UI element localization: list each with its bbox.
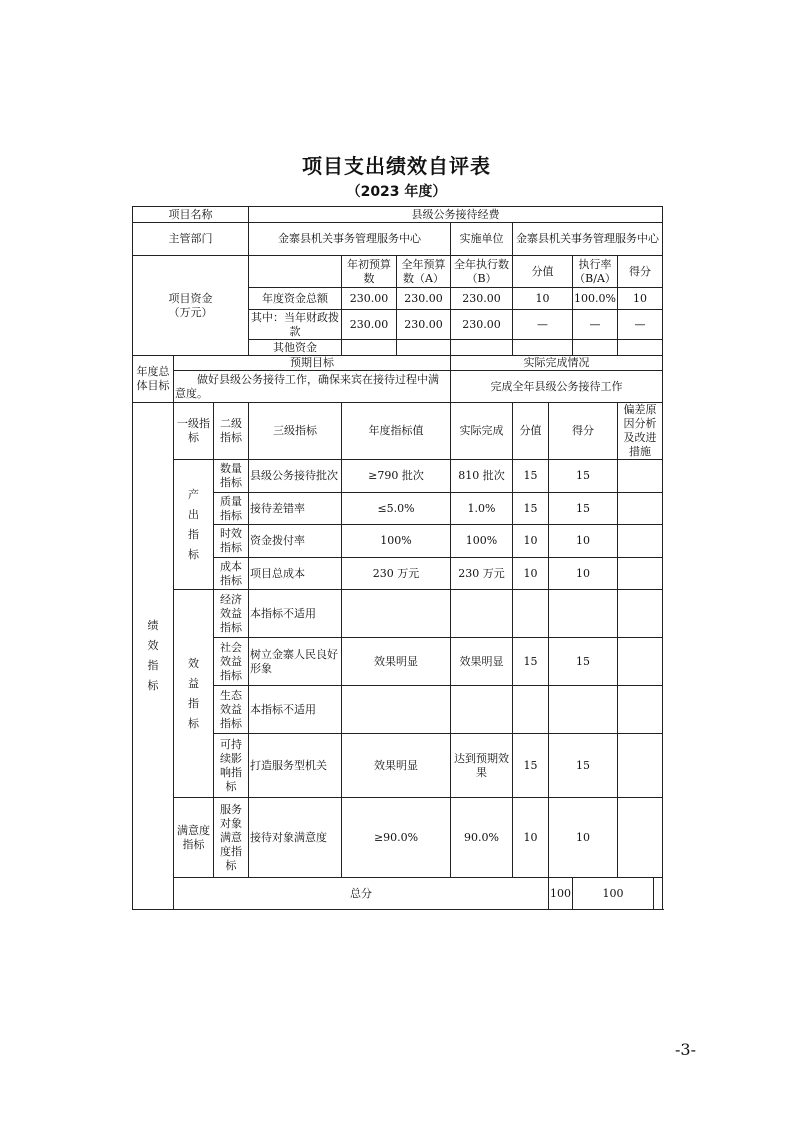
- indicator-actual: [451, 590, 513, 638]
- funds-label: 项目资金 （万元）: [133, 256, 249, 356]
- page-number: -3-: [675, 1040, 696, 1059]
- indicator-reason: [618, 638, 663, 686]
- indicator-actual: 230 万元: [451, 558, 513, 590]
- indicator-reason: [618, 590, 663, 638]
- indicator-score: 15: [549, 638, 618, 686]
- project-name-label: 项目名称: [133, 207, 249, 223]
- level1-output: 产 出 指 标: [174, 460, 214, 590]
- indicator-level2: 服务对象满意度指标: [214, 798, 249, 878]
- indicator-level3: 树立金寨人民良好形象: [249, 638, 342, 686]
- indicator-reason: [618, 525, 663, 558]
- indicator-score-value: [513, 590, 549, 638]
- indicator-header-reason: 偏差原因分析及改进措施: [618, 403, 663, 460]
- funds-row-label: 年度资金总额: [249, 288, 342, 310]
- indicator-score-value: 10: [513, 558, 549, 590]
- indicator-score: 10: [549, 798, 618, 878]
- funds-row-label: 其他资金: [249, 340, 342, 356]
- indicator-level2: 数量指标: [214, 460, 249, 493]
- goals-expected: 做好县级公务接待工作，确保来宾在接待过程中满意度。: [174, 371, 451, 403]
- indicator-score: 15: [549, 460, 618, 493]
- indicator-score-value: 15: [513, 460, 549, 493]
- funds-row-score: [618, 340, 663, 356]
- total-score: 100: [573, 878, 654, 910]
- indicator-score: 10: [549, 558, 618, 590]
- total-label: 总分: [174, 878, 549, 910]
- funds-header-annual: 全年预算数（A）: [397, 256, 451, 288]
- unit-value: 金寨县机关事务管理服务中心: [513, 223, 663, 256]
- page-subtitle: （2023 年度）: [346, 184, 447, 200]
- indicator-target: ≥790 批次: [342, 460, 451, 493]
- indicator-level3: 接待对象满意度: [249, 798, 342, 878]
- indicator-score: [549, 590, 618, 638]
- indicator-score-value: [513, 686, 549, 734]
- indicator-level3: 打造服务型机关: [249, 734, 342, 798]
- level1-satisfaction: 满意度指标: [174, 798, 214, 878]
- funds-row-exec: [451, 340, 513, 356]
- indicator-header-score: 得分: [549, 403, 618, 460]
- funds-header-score: 得分: [618, 256, 663, 288]
- indicator-reason: [618, 558, 663, 590]
- funds-row-score-value: —: [513, 310, 573, 340]
- dept-label: 主管部门: [133, 223, 249, 256]
- indicator-score-value: 15: [513, 638, 549, 686]
- indicator-level2: 生态效益指标: [214, 686, 249, 734]
- indicator-level2: 经济效益指标: [214, 590, 249, 638]
- indicator-score: [549, 686, 618, 734]
- funds-row-score: —: [618, 310, 663, 340]
- indicator-level3: 本指标不适用: [249, 686, 342, 734]
- indicators-group-label: 绩 效 指 标: [133, 403, 174, 910]
- funds-header-blank: [249, 256, 342, 288]
- indicator-score-value: 15: [513, 493, 549, 525]
- indicator-target: 效果明显: [342, 638, 451, 686]
- indicator-level2: 质量指标: [214, 493, 249, 525]
- page-title: 项目支出绩效自评表: [302, 154, 491, 178]
- indicator-actual: [451, 686, 513, 734]
- project-name-value: 县级公务接待经费: [249, 207, 663, 223]
- goals-label: 年度总体目标: [133, 356, 174, 403]
- funds-row-init: [342, 340, 397, 356]
- indicator-score: 15: [549, 493, 618, 525]
- funds-row-init: 230.00: [342, 310, 397, 340]
- indicator-level2: 成本指标: [214, 558, 249, 590]
- indicator-reason: [618, 460, 663, 493]
- indicator-score-value: 15: [513, 734, 549, 798]
- indicator-target: [342, 590, 451, 638]
- indicator-score-value: 10: [513, 525, 549, 558]
- funds-row-exec: 230.00: [451, 288, 513, 310]
- indicator-actual: 达到预期效果: [451, 734, 513, 798]
- goals-actual: 完成全年县级公务接待工作: [451, 371, 663, 403]
- indicator-header-level2: 二级指标: [214, 403, 249, 460]
- funds-row-score-value: 10: [513, 288, 573, 310]
- unit-label: 实施单位: [451, 223, 513, 256]
- indicator-level2: 可持续影响指标: [214, 734, 249, 798]
- indicator-actual: 810 批次: [451, 460, 513, 493]
- funds-header-rate: 执行率（B/A）: [573, 256, 618, 288]
- funds-row-annual: [397, 340, 451, 356]
- funds-row-score: 10: [618, 288, 663, 310]
- indicator-score: 10: [549, 525, 618, 558]
- funds-row-rate: 100.0%: [573, 288, 618, 310]
- total-score-value: 100: [549, 878, 573, 910]
- dept-value: 金寨县机关事务管理服务中心: [249, 223, 451, 256]
- indicator-level3: 本指标不适用: [249, 590, 342, 638]
- funds-row-label: 其中：当年财政拨款: [249, 310, 342, 340]
- indicator-reason: [618, 686, 663, 734]
- indicator-reason: [618, 734, 663, 798]
- indicator-level2: 社会效益指标: [214, 638, 249, 686]
- funds-row-annual: 230.00: [397, 288, 451, 310]
- indicator-header-actual: 实际完成: [451, 403, 513, 460]
- indicator-header-score-value: 分值: [513, 403, 549, 460]
- indicator-header-level3: 三级指标: [249, 403, 342, 460]
- funds-header-score-value: 分值: [513, 256, 573, 288]
- goals-actual-header: 实际完成情况: [451, 356, 663, 371]
- funds-row-exec: 230.00: [451, 310, 513, 340]
- indicator-target: 效果明显: [342, 734, 451, 798]
- funds-header-exec: 全年执行数（B）: [451, 256, 513, 288]
- funds-row-init: 230.00: [342, 288, 397, 310]
- indicator-actual: 100%: [451, 525, 513, 558]
- funds-header-init: 年初预算数: [342, 256, 397, 288]
- indicator-score-value: 10: [513, 798, 549, 878]
- total-reason: [654, 878, 663, 910]
- funds-row-score-value: [513, 340, 573, 356]
- indicator-level3: 资金拨付率: [249, 525, 342, 558]
- indicator-target: ≥90.0%: [342, 798, 451, 878]
- indicator-target: [342, 686, 451, 734]
- funds-row-rate: [573, 340, 618, 356]
- indicator-level3: 接待差错率: [249, 493, 342, 525]
- indicator-actual: 1.0%: [451, 493, 513, 525]
- indicator-target: 230 万元: [342, 558, 451, 590]
- level1-benefit: 效 益 指 标: [174, 590, 214, 798]
- indicator-header-level1: 一级指标: [174, 403, 214, 460]
- indicator-header-target: 年度指标值: [342, 403, 451, 460]
- funds-row-rate: —: [573, 310, 618, 340]
- indicator-level2: 时效指标: [214, 525, 249, 558]
- indicator-score: 15: [549, 734, 618, 798]
- performance-table: [132, 206, 663, 910]
- goals-expected-header: 预期目标: [174, 356, 451, 371]
- funds-row-annual: 230.00: [397, 310, 451, 340]
- indicator-reason: [618, 493, 663, 525]
- indicator-target: ≤5.0%: [342, 493, 451, 525]
- indicator-target: 100%: [342, 525, 451, 558]
- indicator-actual: 90.0%: [451, 798, 513, 878]
- indicator-level3: 县级公务接待批次: [249, 460, 342, 493]
- indicator-actual: 效果明显: [451, 638, 513, 686]
- indicator-reason: [618, 798, 663, 878]
- indicator-level3: 项目总成本: [249, 558, 342, 590]
